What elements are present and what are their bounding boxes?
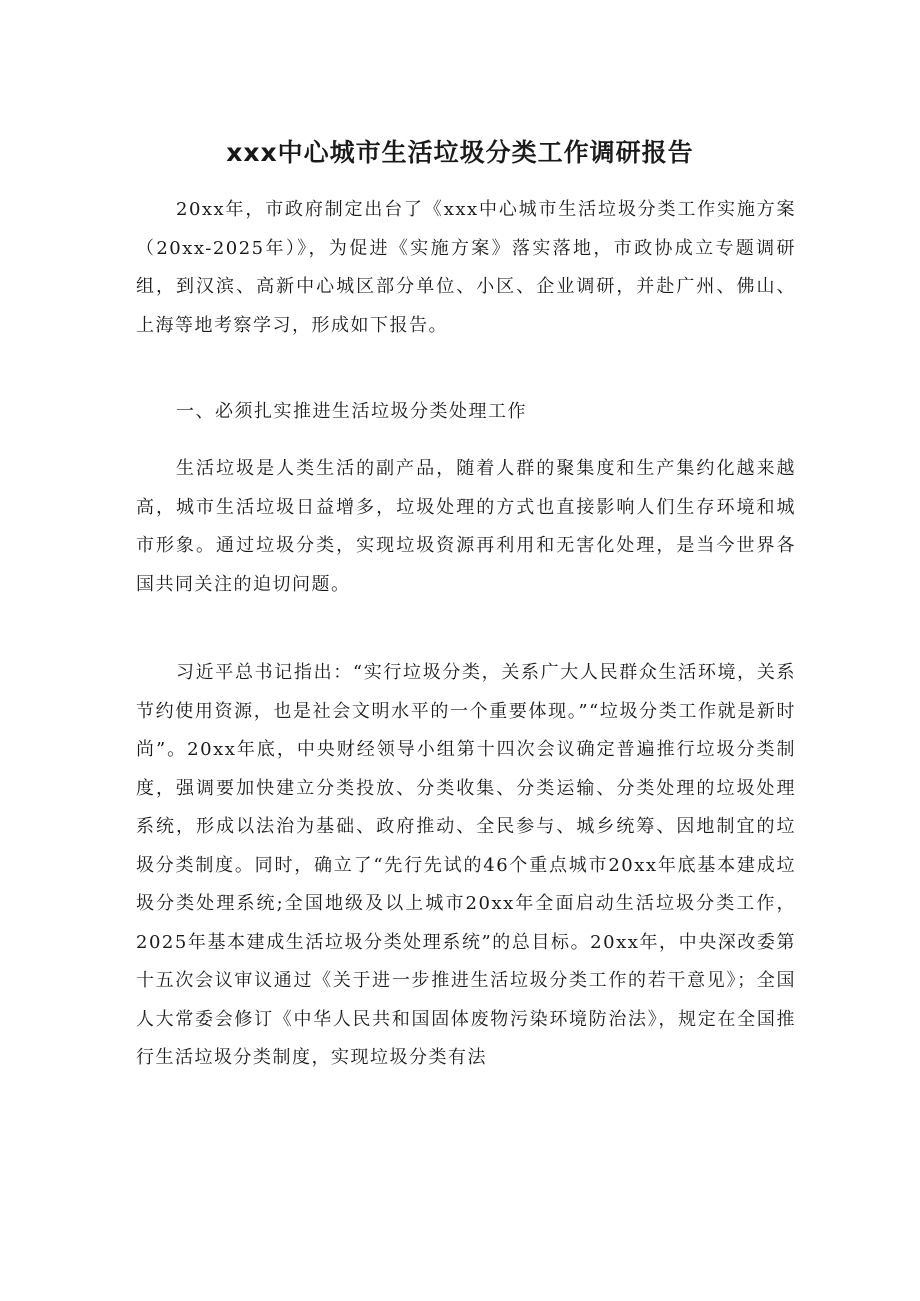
document-title: xxx中心城市生活垃圾分类工作调研报告	[226, 138, 694, 167]
body-paragraph: 习近平总书记指出：“实行垃圾分类，关系广大人民群众生活环境，关系节约使用资源，也是社会文明水平的一个重要体现。”“垃圾分类工作就是新时尚”。20xx年底，中央财经领导小组第十四次会议确定普遍推行垃圾分类制度，强调要加快建立分类投放、分类收集、分类运输、分类处理的垃圾处理系统，形成以法治为基础、政府推动、全民参与、城乡统筹、因地制宜的垃圾分类制度。同时，确立了“先行先试的46个重点城市20xx年底基本建成垃圾分类处理系统;全国地级及以上城市20xx年全面启动生活垃圾分类工作，2025年基本建成生活垃圾分类处理系统”的总目标。20xx年，中央深改委第十五次会议审议通过《关于进一步推进生活垃圾分类工作的若干意见》；全国人大常委会修订《中华人民共和国固体废物污染环境防治法》，规定在全国推行生活垃圾分类制度，实现垃圾分类有法	[136, 662, 796, 1068]
section-heading: 一、必须扎实推进生活垃圾分类处理工作	[176, 401, 527, 422]
body-paragraph: 生活垃圾是人类生活的副产品，随着人群的聚集度和生产集约化越来越高，城市生活垃圾日益增多，垃圾处理的方式也直接影响人们生存环境和城市形象。通过垃圾分类，实现垃圾资源再利用和无害化处理，是当今世界各国共同关注的迫切问题。	[136, 458, 796, 595]
intro-paragraph: 20xx年，市政府制定出台了《xxx中心城市生活垃圾分类工作实施方案（20xx-2025年）》，为促进《实施方案》落实落地，市政协成立专题调研组，到汉滨、高新中心城区部分单位、小区、企业调研，并赴广州、佛山、上海等地考察学习，形成如下报告。	[136, 199, 796, 336]
